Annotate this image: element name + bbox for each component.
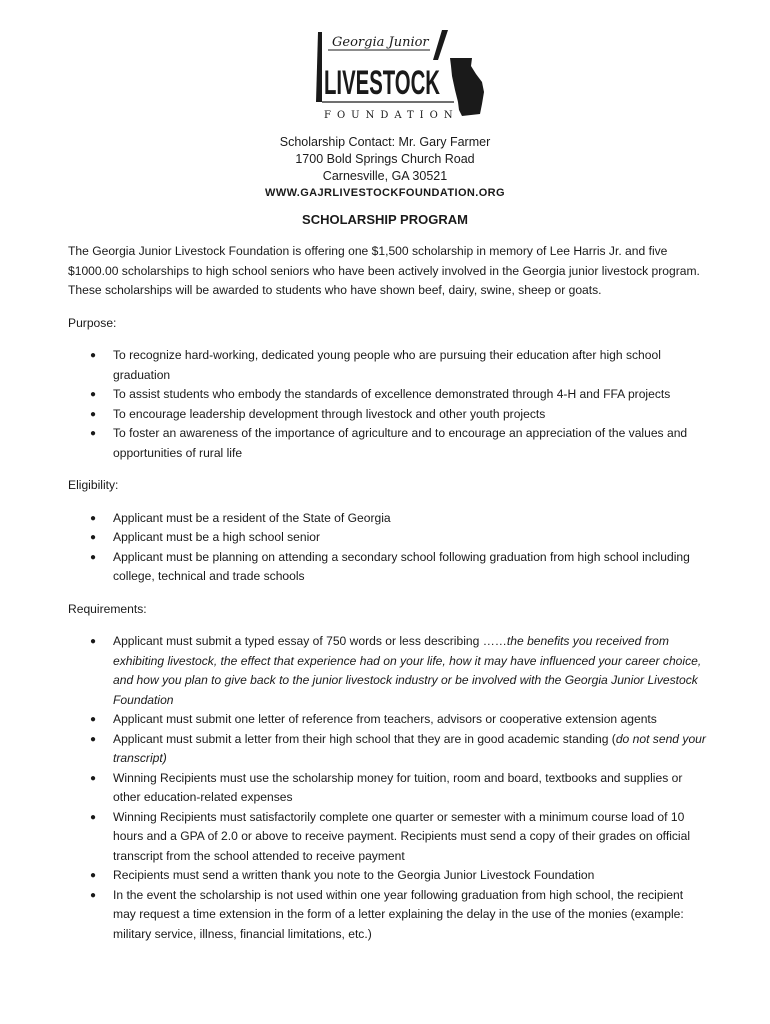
requirements-list bbox=[68, 632, 708, 944]
contact-street: 1700 Bold Springs Church Road bbox=[295, 152, 475, 166]
logo-main-text: LIVESTOCK bbox=[324, 64, 441, 102]
bullet-icon: ● bbox=[90, 889, 97, 901]
foundation-logo bbox=[312, 30, 488, 124]
bullet-icon: ● bbox=[90, 350, 97, 361]
list-item: ● In the event the scholarship is not used within one year following graduation from high school, the recipient may request a time extension in the form of a letter explaining the delay in the use of the monies (example: military service, illness, financial limitations, etc.) bbox=[90, 887, 684, 941]
bullet-icon: ● bbox=[90, 772, 97, 784]
bullet-icon: ● bbox=[90, 636, 97, 647]
intro-paragraph: The Georgia Junior Livestock Foundation is offering one $1,500 scholarship in memory of Lee Harris Jr. and five $1000.00 scholarships to high school seniors who have been actively involved in the Georgia junior livestock program. These scholarships will be awarded to students who have shown beef, dairy, swine, sheep or goats. bbox=[68, 244, 700, 297]
list-item: ● Winning Recipients must use the scholarship money for tuition, room and board, textbooks and supplies or other education-related expenses bbox=[90, 770, 683, 804]
bullet-icon: ● bbox=[90, 870, 97, 881]
list-item: ● Applicant must submit one letter of reference from teachers, advisors or cooperative extension agents bbox=[68, 710, 708, 730]
eligibility-label: Eligibility: bbox=[68, 478, 119, 492]
bullet-icon: ● bbox=[90, 532, 97, 543]
logo-top-text: Georgia Junior bbox=[332, 35, 429, 50]
list-item: ● Winning Recipients must satisfactorily complete one quarter or semester with a minimum course load of 10 hours and a GPA of 2.0 or above to receive payment. Recipients must send a copy of their grades on official transcript from the school attended to receive payment bbox=[90, 809, 691, 863]
bullet-icon: ● bbox=[90, 551, 97, 563]
contact-name: Scholarship Contact: Mr. Gary Farmer bbox=[279, 135, 491, 149]
list-item: ● Applicant must be a resident of the State of Georgia bbox=[68, 509, 708, 529]
purpose-list bbox=[68, 346, 708, 463]
list-item: ● Applicant must submit a letter from their high school that they are in good academic standing (do not send your transcript) bbox=[90, 731, 706, 765]
document-body bbox=[68, 242, 708, 944]
bullet-icon: ● bbox=[90, 714, 97, 725]
bullet-icon: ● bbox=[90, 408, 97, 420]
bullet-icon: ● bbox=[90, 428, 97, 439]
logo-bottom-text: FOUNDATION bbox=[324, 110, 459, 121]
bullet-icon: ● bbox=[90, 811, 97, 823]
website-text: WWW.GAJRLIVESTOCKFOUNDATION.ORG bbox=[265, 187, 505, 199]
list-item: ● Applicant must be planning on attending a secondary school following graduation from high school including college, technical and trade schools bbox=[90, 549, 690, 583]
list-item: ● Recipients must send a written thank you note to the Georgia Junior Livestock Foundation bbox=[68, 866, 708, 886]
eligibility-list bbox=[68, 509, 708, 587]
bullet-icon: ● bbox=[90, 733, 97, 745]
page-title: SCHOLARSHIP PROGRAM bbox=[302, 212, 468, 227]
requirements-label: Requirements: bbox=[68, 601, 147, 616]
list-item: ● Applicant must be a high school senior bbox=[68, 528, 708, 548]
list-item: ● To recognize hard-working, dedicated young people who are pursuing their education after high school graduation bbox=[90, 348, 661, 382]
contact-city: Carnesville, GA 30521 bbox=[322, 169, 448, 183]
contact-block bbox=[0, 134, 770, 202]
list-item: ● To assist students who embody the standards of excellence demonstrated through 4-H and FFA projects bbox=[68, 385, 708, 405]
purpose-label: Purpose: bbox=[68, 315, 117, 330]
bullet-icon: ● bbox=[90, 389, 97, 400]
list-item: ● Applicant must submit a typed essay of 750 words or less describing ……the benefits you received from exhibiting livestock, the effect that experience had on your life, how it may have influenced your career choice, and how you plan to give back to the junior livestock industry or be involved with the Georgia Junior Livestock Foundation bbox=[90, 634, 702, 707]
bullet-icon: ● bbox=[90, 512, 97, 524]
georgia-state-silhouette-icon bbox=[312, 30, 488, 124]
list-item: ● To foster an awareness of the importance of agriculture and to encourage an appreciation of the values and opportunities of rural life bbox=[90, 426, 688, 460]
list-item: ● To encourage leadership development through livestock and other youth projects bbox=[68, 405, 708, 425]
